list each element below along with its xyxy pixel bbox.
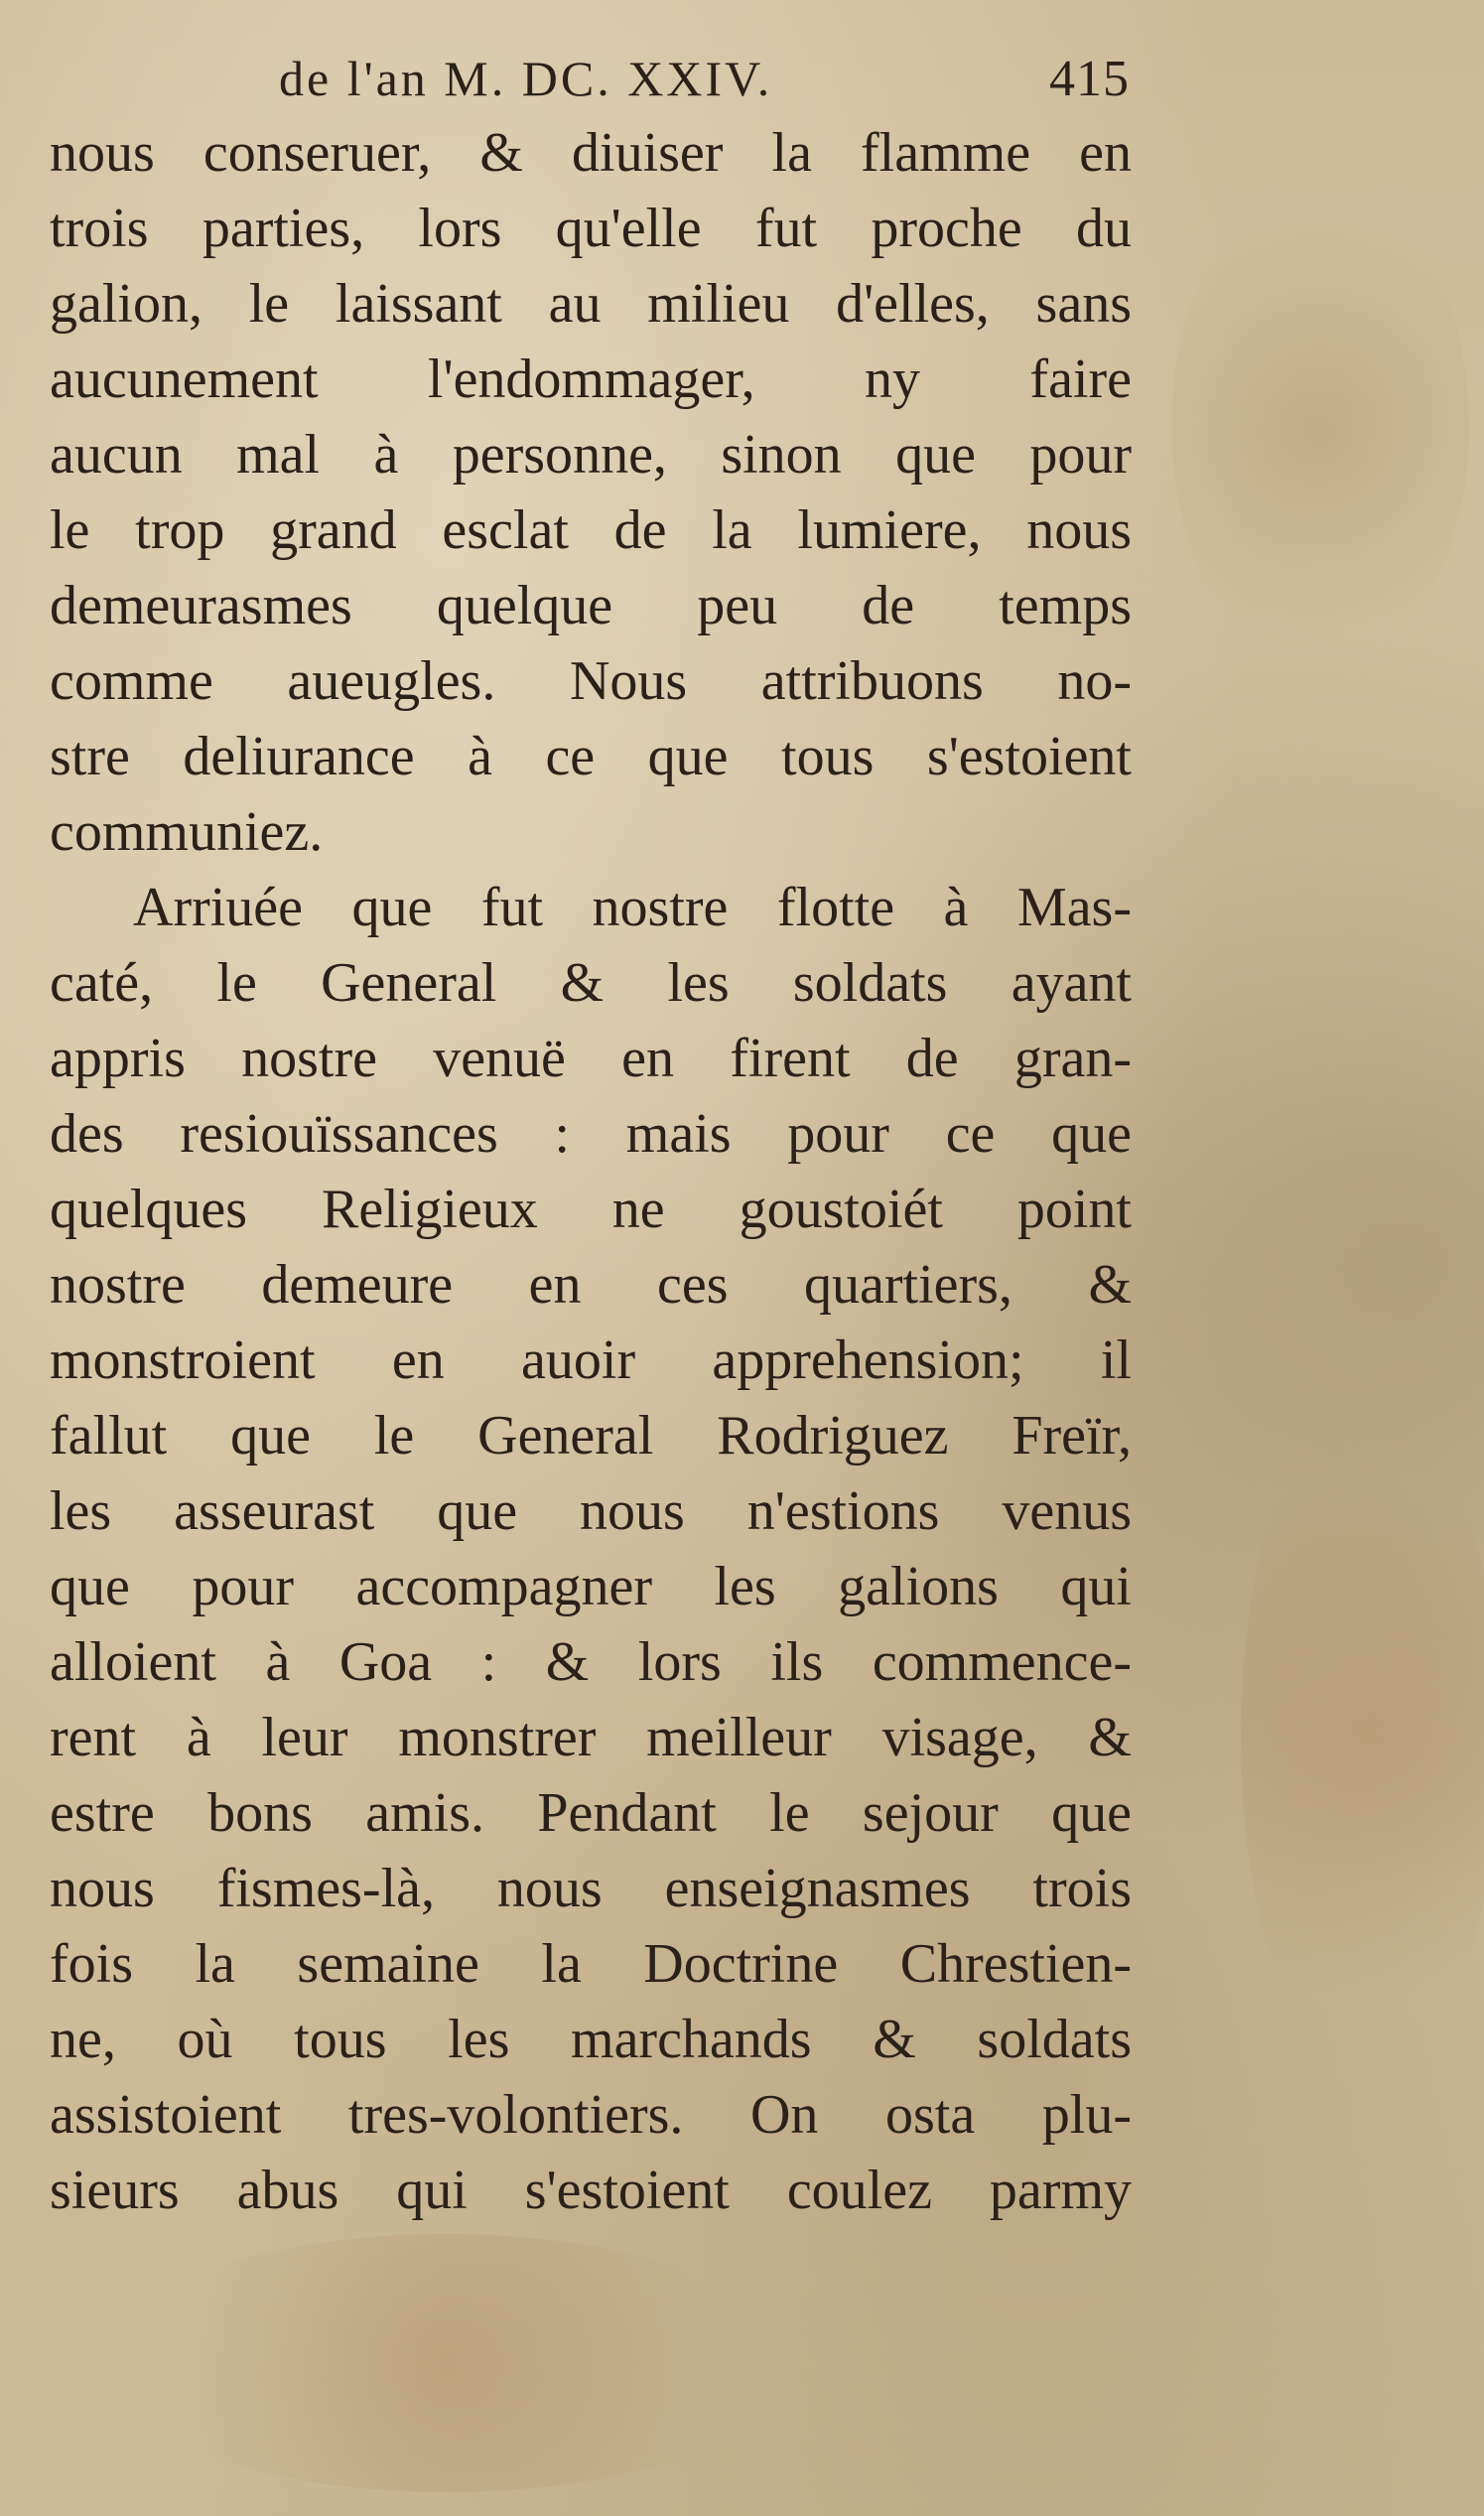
text-line: fallut que le General Rodriguez Freïr, — [50, 1405, 1132, 1467]
text-line: aucunement l'endommager, ny faire — [50, 349, 1132, 410]
page-header — [48, 42, 1130, 111]
text-line: fois la semaine la Doctrine Chrestien- — [50, 1933, 1132, 1995]
text-line: quelques Religieux ne goustoiét point — [50, 1179, 1132, 1240]
main-text — [50, 115, 1132, 2228]
text-line: monstroient en auoir apprehension; il — [50, 1329, 1132, 1391]
text-line: nostre demeure en ces quartiers, & — [50, 1254, 1132, 1316]
text-line: les asseurast que nous n'estions venus — [50, 1480, 1132, 1542]
text-line: trois parties, lors qu'elle fut proche du — [50, 198, 1132, 259]
text-line: comme aueugles. Nous attribuons no- — [50, 650, 1132, 712]
paper-stain — [1171, 179, 1469, 675]
text-line: ne, où tous les marchands & soldats — [50, 2009, 1132, 2070]
text-line: le trop grand esclat de la lumiere, nous — [50, 499, 1132, 561]
text-line: des resiouïssances : mais pour ce que — [50, 1103, 1132, 1165]
text-line: demeurasmes quelque peu de temps — [50, 575, 1132, 636]
paragraph-start-line: Arriuée que fut nostre flotte à Mas- — [133, 877, 1132, 938]
paper-stain — [1241, 1390, 1484, 2085]
paper-stain — [99, 2234, 794, 2492]
text-line: aucun mal à personne, sinon que pour — [50, 424, 1132, 486]
text-line: rent à leur monstrer meilleur visage, & — [50, 1707, 1132, 1768]
text-line: estre bons amis. Pendant le sejour que — [50, 1782, 1132, 1844]
text-line: nous conseruer, & diuiser la flamme en — [50, 122, 1132, 184]
running-title: de l'an M. DC. XXIV. — [279, 51, 773, 106]
text-line: que pour accompagner les galions qui — [50, 1556, 1132, 1617]
page-number: 415 — [1049, 51, 1130, 107]
text-line: alloient à Goa : & lors ils commence- — [50, 1631, 1132, 1693]
text-line: galion, le laissant au milieu d'elles, sans — [50, 273, 1132, 335]
text-line: sieurs abus qui s'estoient coulez parmy — [50, 2160, 1132, 2221]
text-line: nous fismes-là, nous enseignasmes trois — [50, 1858, 1132, 1919]
text-line: appris nostre venuë en firent de gran- — [50, 1028, 1132, 1089]
text-line: caté, le General & les soldats ayant — [50, 952, 1132, 1014]
text-line: communiez. — [50, 801, 324, 863]
text-line: assistoient tres-volontiers. On osta plu- — [50, 2084, 1132, 2146]
text-line: stre deliurance à ce que tous s'estoient — [50, 726, 1132, 787]
